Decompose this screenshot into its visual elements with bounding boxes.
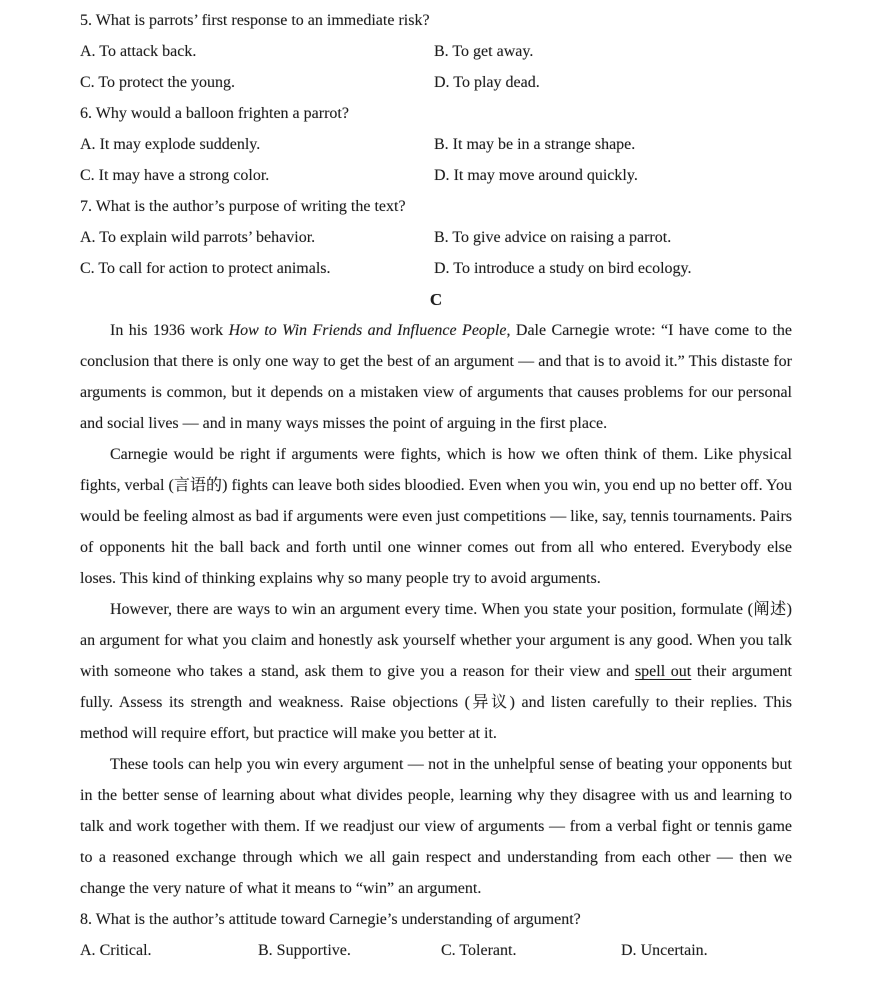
option-text: It may have a strong color. — [98, 167, 270, 184]
option-text: To explain wild parrots’ behavior. — [99, 229, 316, 246]
option-text: Tolerant. — [459, 942, 517, 959]
option-text: To attack back. — [99, 43, 197, 60]
question-7-option-b — [434, 222, 792, 253]
question-8-option-c — [441, 935, 621, 966]
option-text: To protect the young. — [98, 74, 236, 91]
question-8-option-a — [80, 935, 258, 966]
option-text: It may explode suddenly. — [99, 136, 261, 153]
option-text: Uncertain. — [640, 942, 708, 959]
option-label: D. — [434, 167, 450, 184]
question-6-option-b — [434, 129, 792, 160]
question-7-option-d — [434, 253, 792, 284]
question-5-option-a — [80, 36, 434, 67]
question-6-option-d — [434, 160, 792, 191]
question-8-option-d — [621, 935, 792, 966]
question-6-text: 6. Why would a balloon frighten a parrot? — [80, 105, 349, 122]
option-label: C. — [80, 260, 95, 277]
option-text: To get away. — [452, 43, 534, 60]
exam-page-content — [80, 5, 792, 966]
passage-paragraph-2: Carnegie would be right if arguments were fights, which is how we often think of them. Like physical fights, verbal (言语的) fights can leave both sides bloodied. Even when you win, you end up no better off. You would be feeling almost as bad if arguments were even just competitions — like, say, tennis tournaments. Pairs of opponents hit the ball back and forth until one winner comes out from all who entered. Everybody else loses. This kind of thinking explains why so many people try to avoid arguments. — [80, 446, 792, 587]
section-label: C — [429, 290, 443, 309]
question-6-option-a — [80, 129, 434, 160]
question-5-option-d — [434, 67, 792, 98]
question-7-text: 7. What is the author’s purpose of writing the text? — [80, 198, 406, 215]
option-text: To introduce a study on bird ecology. — [453, 260, 692, 277]
passage-paragraph-4: These tools can help you win every argument — not in the unhelpful sense of beating your opponents but in the better sense of learning about what divides people, learning why they disagree with us and learning to talk and work together with them. If we readjust our view of arguments — from a verbal fight or tennis game to a reasoned exchange through which we all gain respect and understanding from each other — then we change the very nature of what it means to “win” an argument. — [80, 756, 792, 897]
question-5-options — [80, 36, 792, 98]
question-7-option-a — [80, 222, 434, 253]
question-5 — [80, 5, 792, 98]
question-6-option-c — [80, 160, 434, 191]
question-8-text: 8. What is the author’s attitude toward Carnegie’s understanding of argument? — [80, 911, 581, 928]
option-text: To give advice on raising a parrot. — [452, 229, 672, 246]
question-7-option-c — [80, 253, 434, 284]
option-label: A. — [80, 43, 96, 60]
question-7-options — [80, 222, 792, 284]
passage-paragraph-1: In his 1936 work How to Win Friends and Influence People, Dale Carnegie wrote: “I have come to the conclusion that there is only one way to get the best of an argument — and that is to avoid it.” This distaste for arguments is common, but it depends on a mistaken view of arguments that causes problems for our personal and social lives — and in many ways misses the point of arguing in the first place. — [80, 322, 793, 432]
option-text: To call for action to protect animals. — [98, 260, 331, 277]
option-label: B. — [434, 229, 449, 246]
option-label: A. — [80, 229, 96, 246]
option-text: It may be in a strange shape. — [452, 136, 636, 153]
question-7 — [80, 191, 792, 284]
reading-passage — [80, 315, 792, 904]
option-label: D. — [434, 74, 450, 91]
option-text: To play dead. — [453, 74, 540, 91]
option-label: C. — [441, 942, 456, 959]
option-label: C. — [80, 167, 95, 184]
option-label: D. — [621, 942, 637, 959]
option-text: Supportive. — [276, 942, 351, 959]
question-8-option-b — [258, 935, 441, 966]
question-8 — [80, 904, 792, 966]
option-label: B. — [434, 43, 449, 60]
option-label: B. — [434, 136, 449, 153]
option-label: A. — [80, 136, 96, 153]
option-label: A. — [80, 942, 96, 959]
question-6 — [80, 98, 792, 191]
question-8-options — [80, 935, 792, 966]
question-5-text: 5. What is parrots’ first response to an immediate risk? — [80, 12, 430, 29]
option-label: B. — [258, 942, 273, 959]
question-5-option-c — [80, 67, 434, 98]
option-text: It may move around quickly. — [453, 167, 638, 184]
option-text: Critical. — [99, 942, 152, 959]
option-label: C. — [80, 74, 95, 91]
question-5-option-b — [434, 36, 792, 67]
passage-paragraph-3: However, there are ways to win an argument every time. When you state your position, formulate (阐述) an argument for what you claim and honestly ask yourself whether your argument is any good. When you talk with someone who takes a stand, ask them to give you a reason for their view and spell out their argument fully. Assess its strength and weakness. Raise objections (异议) and listen carefully to their replies. This method will require effort, but practice will make you better at it. — [80, 601, 792, 742]
option-label: D. — [434, 260, 450, 277]
question-6-options — [80, 129, 792, 191]
